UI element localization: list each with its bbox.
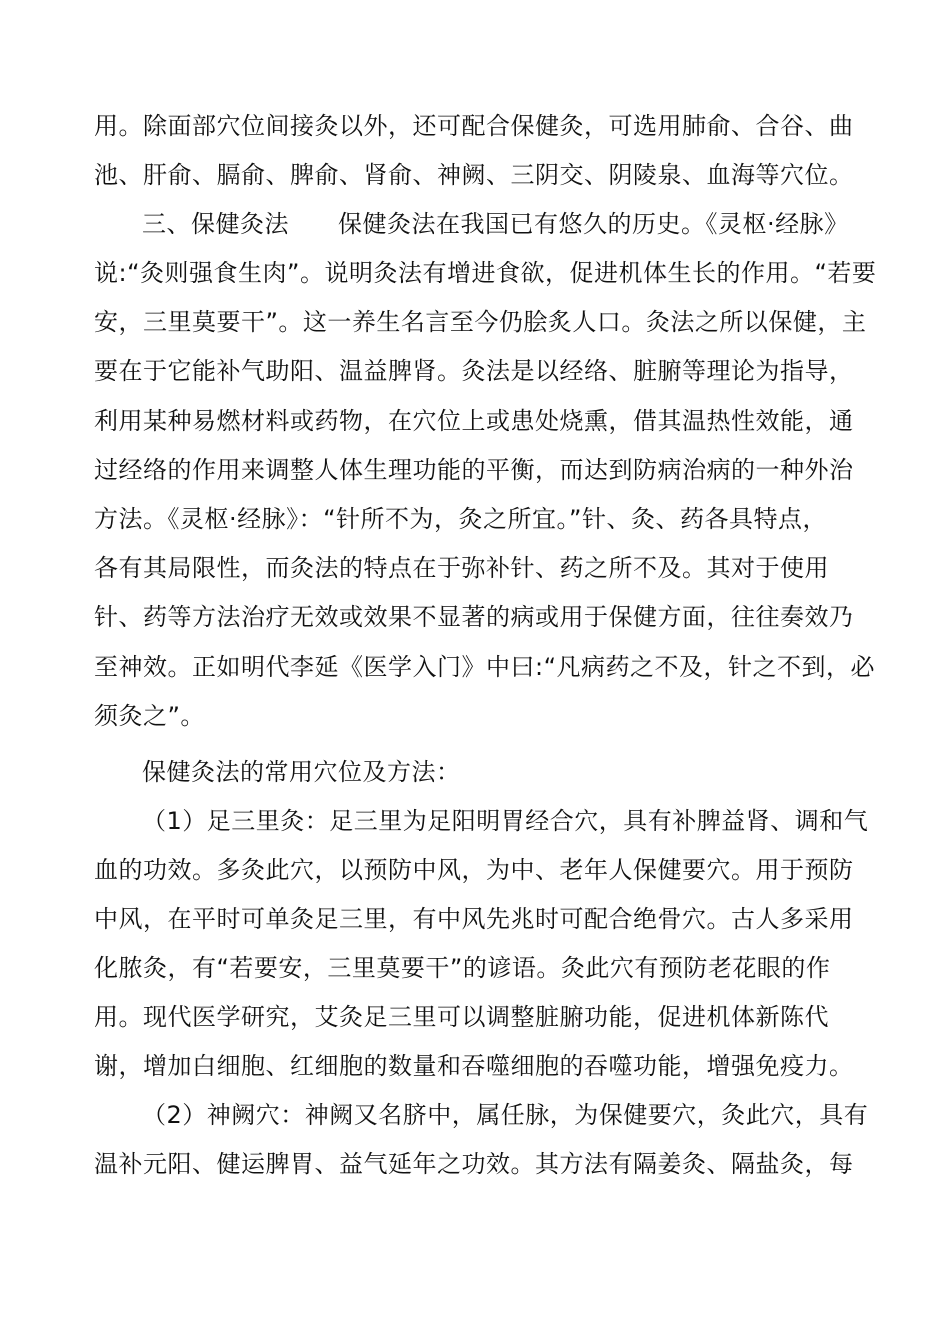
text-line: 各有其局限性，而灸法的特点在于弥补针、药之所不及。其对于使用 <box>94 554 829 582</box>
text-line: 利用某种易燃材料或药物，在穴位上或患处烧熏，借其温热性效能，通 <box>94 407 854 435</box>
text-line: （1）足三里灸：足三里为足阳明胃经合穴，具有补脾益肾、调和气 <box>142 807 869 835</box>
text-line: 须灸之”。 <box>94 702 205 730</box>
section-heading-line: 三、保健灸法 保健灸法在我国已有悠久的历史。《灵枢·经脉》 <box>142 210 849 238</box>
text-line: 谢，增加白细胞、红细胞的数量和吞噬细胞的吞噬功能，增强免疫力。 <box>94 1052 854 1080</box>
text-line: （2）神阙穴：神阙又名脐中，属任脉，为保健要穴，灸此穴，具有 <box>142 1101 869 1129</box>
text-line: 至神效。正如明代李延《医学入门》中曰:“凡病药之不及，针之不到，必 <box>94 653 876 681</box>
text-line: 池、肝俞、膈俞、脾俞、肾俞、神阙、三阴交、阴陵泉、血海等穴位。 <box>94 161 854 189</box>
text-line: 用。现代医学研究，艾灸足三里可以调整脏腑功能，促进机体新陈代 <box>94 1003 829 1031</box>
text-line: 过经络的作用来调整人体生理功能的平衡，而达到防病治病的一种外治 <box>94 456 854 484</box>
text-line: 方法。《灵枢·经脉》：“针所不为，灸之所宜。”针、灸、药各具特点， <box>94 505 827 533</box>
text-line: 用。除面部穴位间接灸以外，还可配合保健灸，可选用肺俞、合谷、曲 <box>94 112 854 140</box>
text-line: 血的功效。多灸此穴，以预防中风，为中、老年人保健要穴。用于预防 <box>94 856 854 884</box>
text-line: 化脓灸，有“若要安，三里莫要干”的谚语。灸此穴有预防老花眼的作 <box>94 954 831 982</box>
text-line: 说:“灸则强食生肉”。说明灸法有增进食欲，促进机体生长的作用。“若要 <box>94 259 877 287</box>
text-line: 针、药等方法治疗无效或效果不显著的病或用于保健方面，往往奏效乃 <box>94 603 854 631</box>
text-line: 要在于它能补气助阳、温益脾肾。灸法是以经络、脏腑等理论为指导， <box>94 357 854 385</box>
text-line: 安，三里莫要干”。这一养生名言至今仍脍炙人口。灸法之所以保健，主 <box>94 308 867 336</box>
text-line: 温补元阳、健运脾胃、益气延年之功效。其方法有隔姜灸、隔盐灸，每 <box>94 1150 854 1178</box>
text-line: 中风，在平时可单灸足三里，有中风先兆时可配合绝骨穴。古人多采用 <box>94 905 854 933</box>
subheading-line: 保健灸法的常用穴位及方法： <box>142 758 461 786</box>
